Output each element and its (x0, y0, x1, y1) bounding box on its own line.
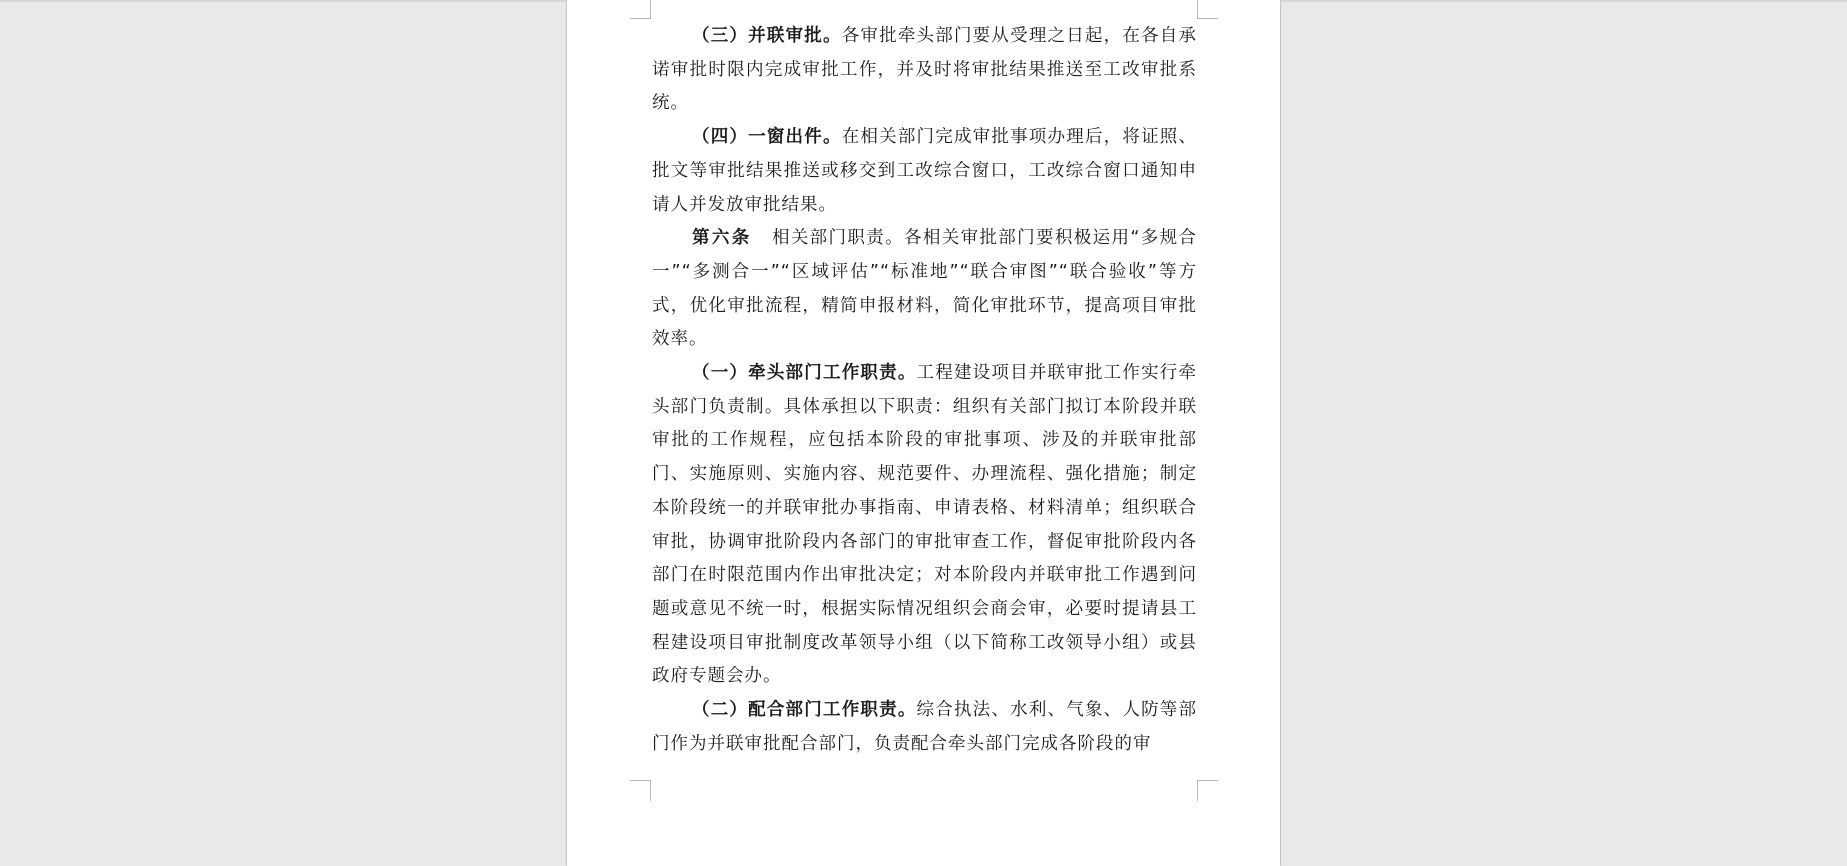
crop-mark-bottom-right (1197, 780, 1218, 801)
paragraph-article-six (652, 222, 1197, 357)
crop-mark-bottom-left (630, 780, 651, 801)
paragraph-heading: （三）并联审批。 (692, 26, 842, 46)
paragraph-body: 相关部门职责。各相关审批部门要积极运用“多规合一”“多测合一”“区域评估”“标准地”“联合审图”“联合验收”等方式，优化审批流程，精简申报材料，简化审批环节，提高项目审批效率。 (652, 228, 1197, 350)
paragraph-body: 各审批牵头部门要从受理之日起，在各自承诺审批时限内完成审批工作，并及时将审批结果推送至工改审批系统。 (652, 26, 1198, 114)
crop-mark-top-right (1197, 0, 1218, 19)
paragraph-parallel-approval (652, 20, 1197, 121)
document-page[interactable] (567, 0, 1280, 866)
paragraph-single-window-output (652, 121, 1197, 222)
paragraph-body: 在相关部门完成审批事项办理后，将证照、批文等审批结果推送或移交到工改综合窗口，工改综合窗口通知申请人并发放审批结果。 (652, 127, 1198, 215)
paragraph-heading: （一）牵头部门工作职责。 (692, 363, 917, 384)
paragraph-body: 综合执法、水利、气象、人防等部门作为并联审批配合部门，负责配合牵头部门完成各阶段的审 (652, 700, 1198, 754)
article-number: 第六条 (692, 228, 752, 249)
paragraph-cooperating-department-duties (652, 694, 1197, 761)
crop-mark-top-left (630, 0, 651, 19)
paragraph-lead-department-duties (652, 357, 1197, 694)
paragraph-body: 工程建设项目并联审批工作实行牵头部门负责制。具体承担以下职责：组织有关部门拟订本阶段并联审批的工作规程，应包括本阶段的审批事项、涉及的并联审批部门、实施原则、实施内容、规范要件、办理流程、强化措施；制定本阶段统一的并联审批办事指南、申请表格、材料清单；组织联合审批，协调审批阶段内各部门的审批审查工作，督促审批阶段内各部门在时限范围内作出审批决定；对本阶段内并联审批工作遇到问题或意见不统一时，根据实际情况组织会商会审，必要时提请县工程建设项目审批制度改革领导小组（以下简称工改领导小组）或县政府专题会办。 (652, 363, 1198, 687)
page-edge-right (1280, 0, 1281, 866)
paragraph-heading: （二）配合部门工作职责。 (692, 700, 917, 721)
document-body[interactable] (652, 20, 1197, 761)
paragraph-heading: （四）一窗出件。 (692, 127, 842, 148)
